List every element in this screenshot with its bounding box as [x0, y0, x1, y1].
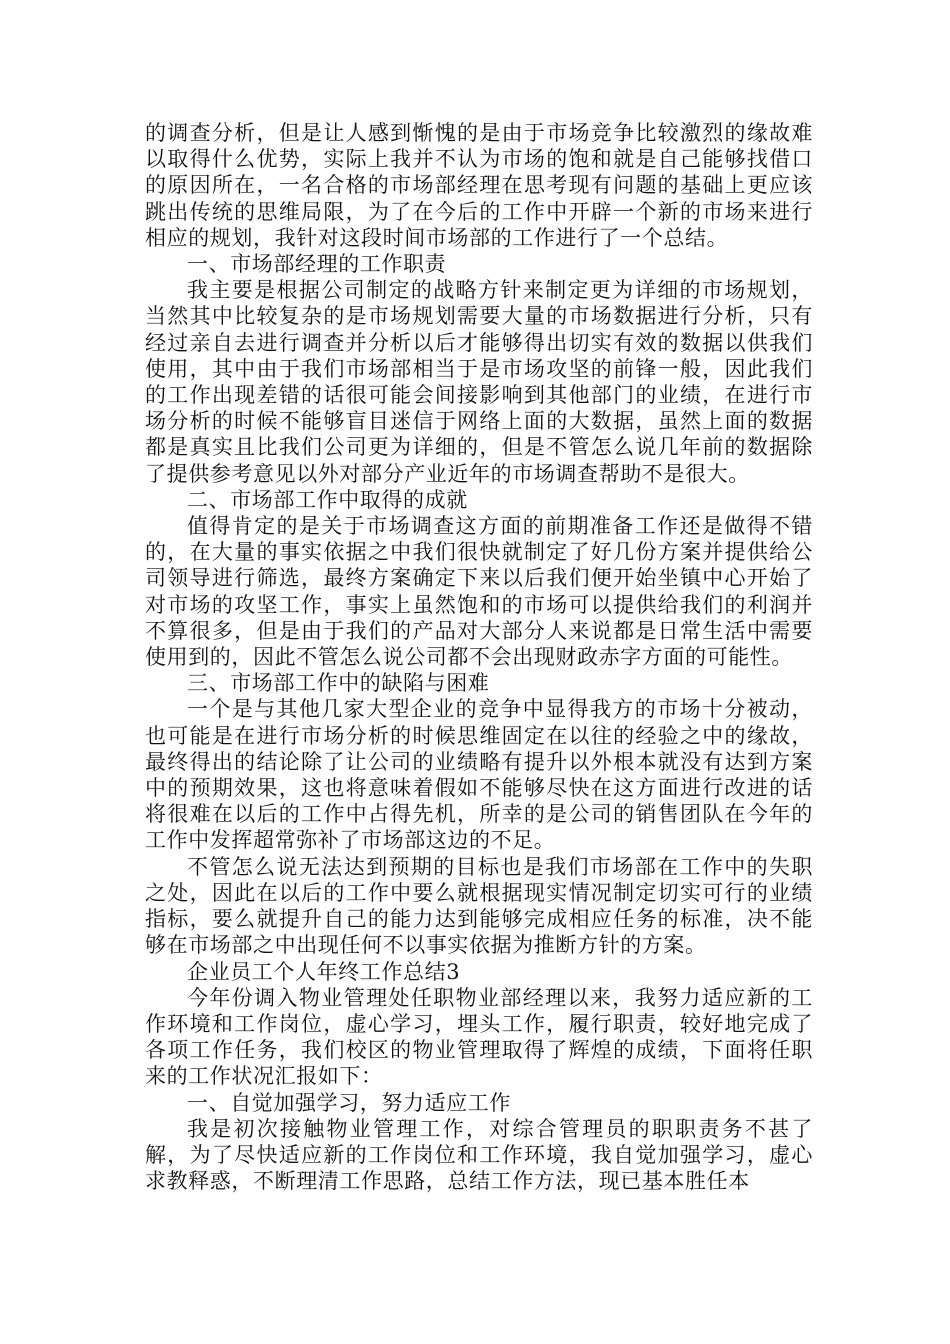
paragraph-intro-continuation: 的调查分析，但是让人感到惭愧的是由于市场竞争比较激烈的缘故难以取得什么优势，实际上我并不认为市场的饱和就是自己能够找借口的原因所在，一名合格的市场部经理在思考现有问题的基础上更应该跳出传统的思维局限，为了在今后的工作中开辟一个新的市场来进行相应的规划，我针对这段时间市场部的工作进行了一个总结。: [145, 121, 813, 250]
document-heading-summary-3: 企业员工个人年终工作总结3: [187, 959, 461, 984]
paragraph-shortcomings-1: 一个是与其他几家大型企业的竞争中显得我方的市场十分被动，也可能是在进行市场分析的时候思维固定在以往的经验之中的缘故，最终得出的结论除了让公司的业绩略有提升以外根本就没有达到方案中的预期效果，这也将意味着假如不能够尽快在这方面进行改进的话将很难在以后的工作中占得先机，所幸的是公司的销售团队在今年的工作中发挥超常弥补了市场部这边的不足。: [145, 697, 813, 853]
section-heading-responsibilities: 一、市场部经理的工作职责: [187, 252, 447, 277]
paragraph-shortcomings-2: 不管怎么说无法达到预期的目标也是我们市场部在工作中的失职之处，因此在以后的工作中要么就根据现实情况制定切实可行的业绩指标，要么就提升自己的能力达到能够完成相应任务的标准，决不能够在市场部之中出现任何不以事实依据为推断方针的方案。: [145, 854, 813, 958]
document-body: [145, 120, 813, 1194]
paragraph-responsibilities: 我主要是根据公司制定的战略方针来制定更为详细的市场规划，当然其中比较复杂的是市场规划需要大量的市场数据进行分析，只有经过亲自去进行调查并分析以后才能够得出切实有效的数据以供我们使用，其中由于我们市场部相当于是市场攻坚的前锋一般，因此我们的工作出现差错的话很可能会间接影响到其他部门的业绩，在进行市场分析的时候不能够盲目迷信于网络上面的大数据，虽然上面的数据都是真实且比我们公司更为详细的，但是不管怎么说几年前的数据除了提供参考意见以外对部分产业近年的市场调查帮助不是很大。: [145, 278, 813, 486]
paragraph-achievements: 值得肯定的是关于市场调查这方面的前期准备工作还是做得不错的，在大量的事实依据之中我们很快就制定了好几份方案并提供给公司领导进行筛选，最终方案确定下来以后我们便开始坐镇中心开始了对市场的攻坚工作，事实上虽然饱和的市场可以提供给我们的利润并不算很多，但是由于我们的产品对大部分人来说都是日常生活中需要使用到的，因此不管怎么说公司都不会出现财政赤字方面的可能性。: [145, 514, 813, 670]
section-heading-study: 一、自觉加强学习，努力适应工作: [187, 1090, 511, 1115]
section-heading-achievements: 二、市场部工作中取得的成就: [187, 487, 468, 512]
paragraph-summary-3-intro: 今年份调入物业管理处任职物业部经理以来，我努力适应新的工作环境和工作岗位，虚心学习，埋头工作，履行职责，较好地完成了各项工作任务，我们校区的物业管理取得了辉煌的成绩，下面将任职来的工作状况汇报如下：: [145, 985, 813, 1089]
paragraph-study: 我是初次接触物业管理工作，对综合管理员的职职责务不甚了解，为了尽快适应新的工作岗位和工作环境，我自觉加强学习，虚心求教释惑，不断理清工作思路，总结工作方法，现已基本胜任本: [145, 1116, 813, 1194]
section-heading-shortcomings: 三、市场部工作中的缺陷与困难: [187, 671, 490, 696]
